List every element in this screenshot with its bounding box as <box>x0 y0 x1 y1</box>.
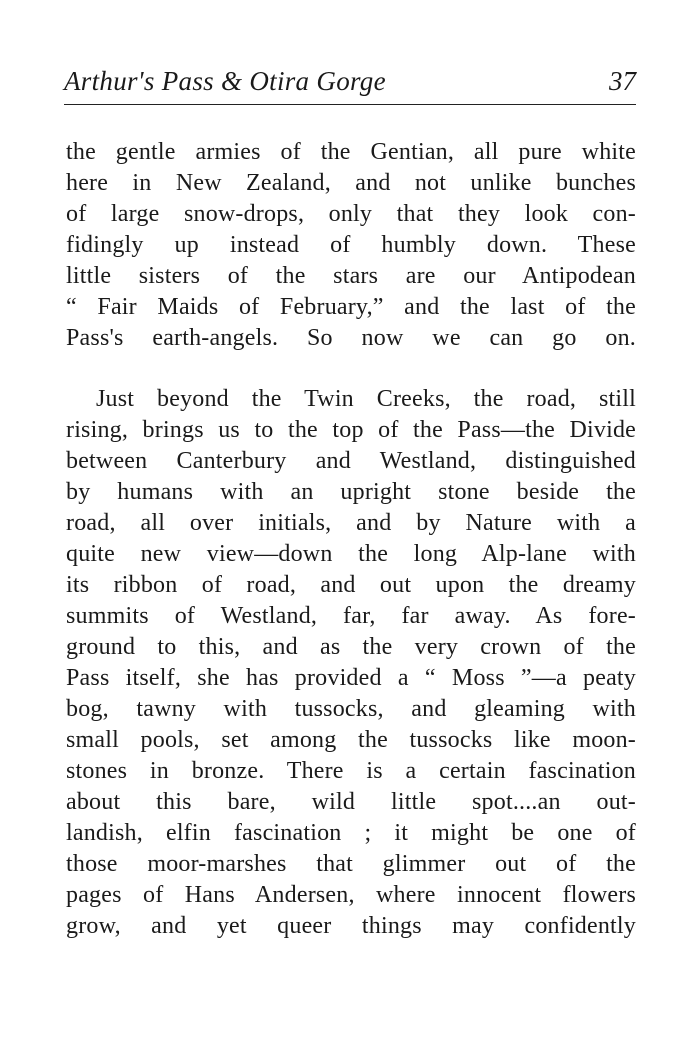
text-line: rising, brings us to the top of the Pass—the Divide <box>66 417 636 443</box>
text-line: quite new view—down the long Alp-lane with <box>66 541 636 567</box>
text-line: landish, elfin fascination ; it might be one of <box>66 820 636 846</box>
text-line: “ Fair Maids of February,” and the last of the <box>66 294 636 320</box>
text-line: between Canterbury and Westland, distinguished <box>66 448 636 474</box>
text-line: ground to this, and as the very crown of the <box>66 634 636 660</box>
text-line: small pools, set among the tussocks like moon- <box>66 727 636 753</box>
text-line: pages of Hans Andersen, where innocent flowers <box>66 882 636 908</box>
paragraph-2 <box>66 384 636 942</box>
text-line: Pass itself, she has provided a “ Moss ”—a peaty <box>66 665 636 691</box>
text-line: road, all over initials, and by Nature with a <box>66 510 636 536</box>
text-line: bog, tawny with tussocks, and gleaming with <box>66 696 636 722</box>
text-line: about this bare, wild little spot....an out- <box>66 789 636 815</box>
text-line: stones in bronze. There is a certain fascination <box>66 758 636 784</box>
body-text <box>66 137 636 942</box>
text-line: summits of Westland, far, far away. As fore- <box>66 603 636 629</box>
text-line: by humans with an upright stone beside the <box>66 479 636 505</box>
text-line: fidingly up instead of humbly down. These <box>66 232 636 258</box>
running-head <box>64 64 636 105</box>
text-line: grow, and yet queer things may confidently <box>66 913 636 939</box>
text-line: Pass's earth-angels. So now we can go on. <box>66 325 636 351</box>
paragraph-gap <box>66 354 636 384</box>
text-line: here in New Zealand, and not unlike bunches <box>66 170 636 196</box>
text-line: its ribbon of road, and out upon the dreamy <box>66 572 636 598</box>
text-line: Just beyond the Twin Creeks, the road, still <box>96 386 636 412</box>
running-title: Arthur's Pass & Otira Gorge <box>64 66 386 96</box>
text-line: those moor-marshes that glimmer out of the <box>66 851 636 877</box>
page-number: 37 <box>609 66 636 96</box>
text-line: little sisters of the stars are our Antipodean <box>66 263 636 289</box>
paragraph-1 <box>66 137 636 354</box>
text-line: of large snow-drops, only that they look con- <box>66 201 636 227</box>
text-line: the gentle armies of the Gentian, all pure white <box>66 139 636 165</box>
